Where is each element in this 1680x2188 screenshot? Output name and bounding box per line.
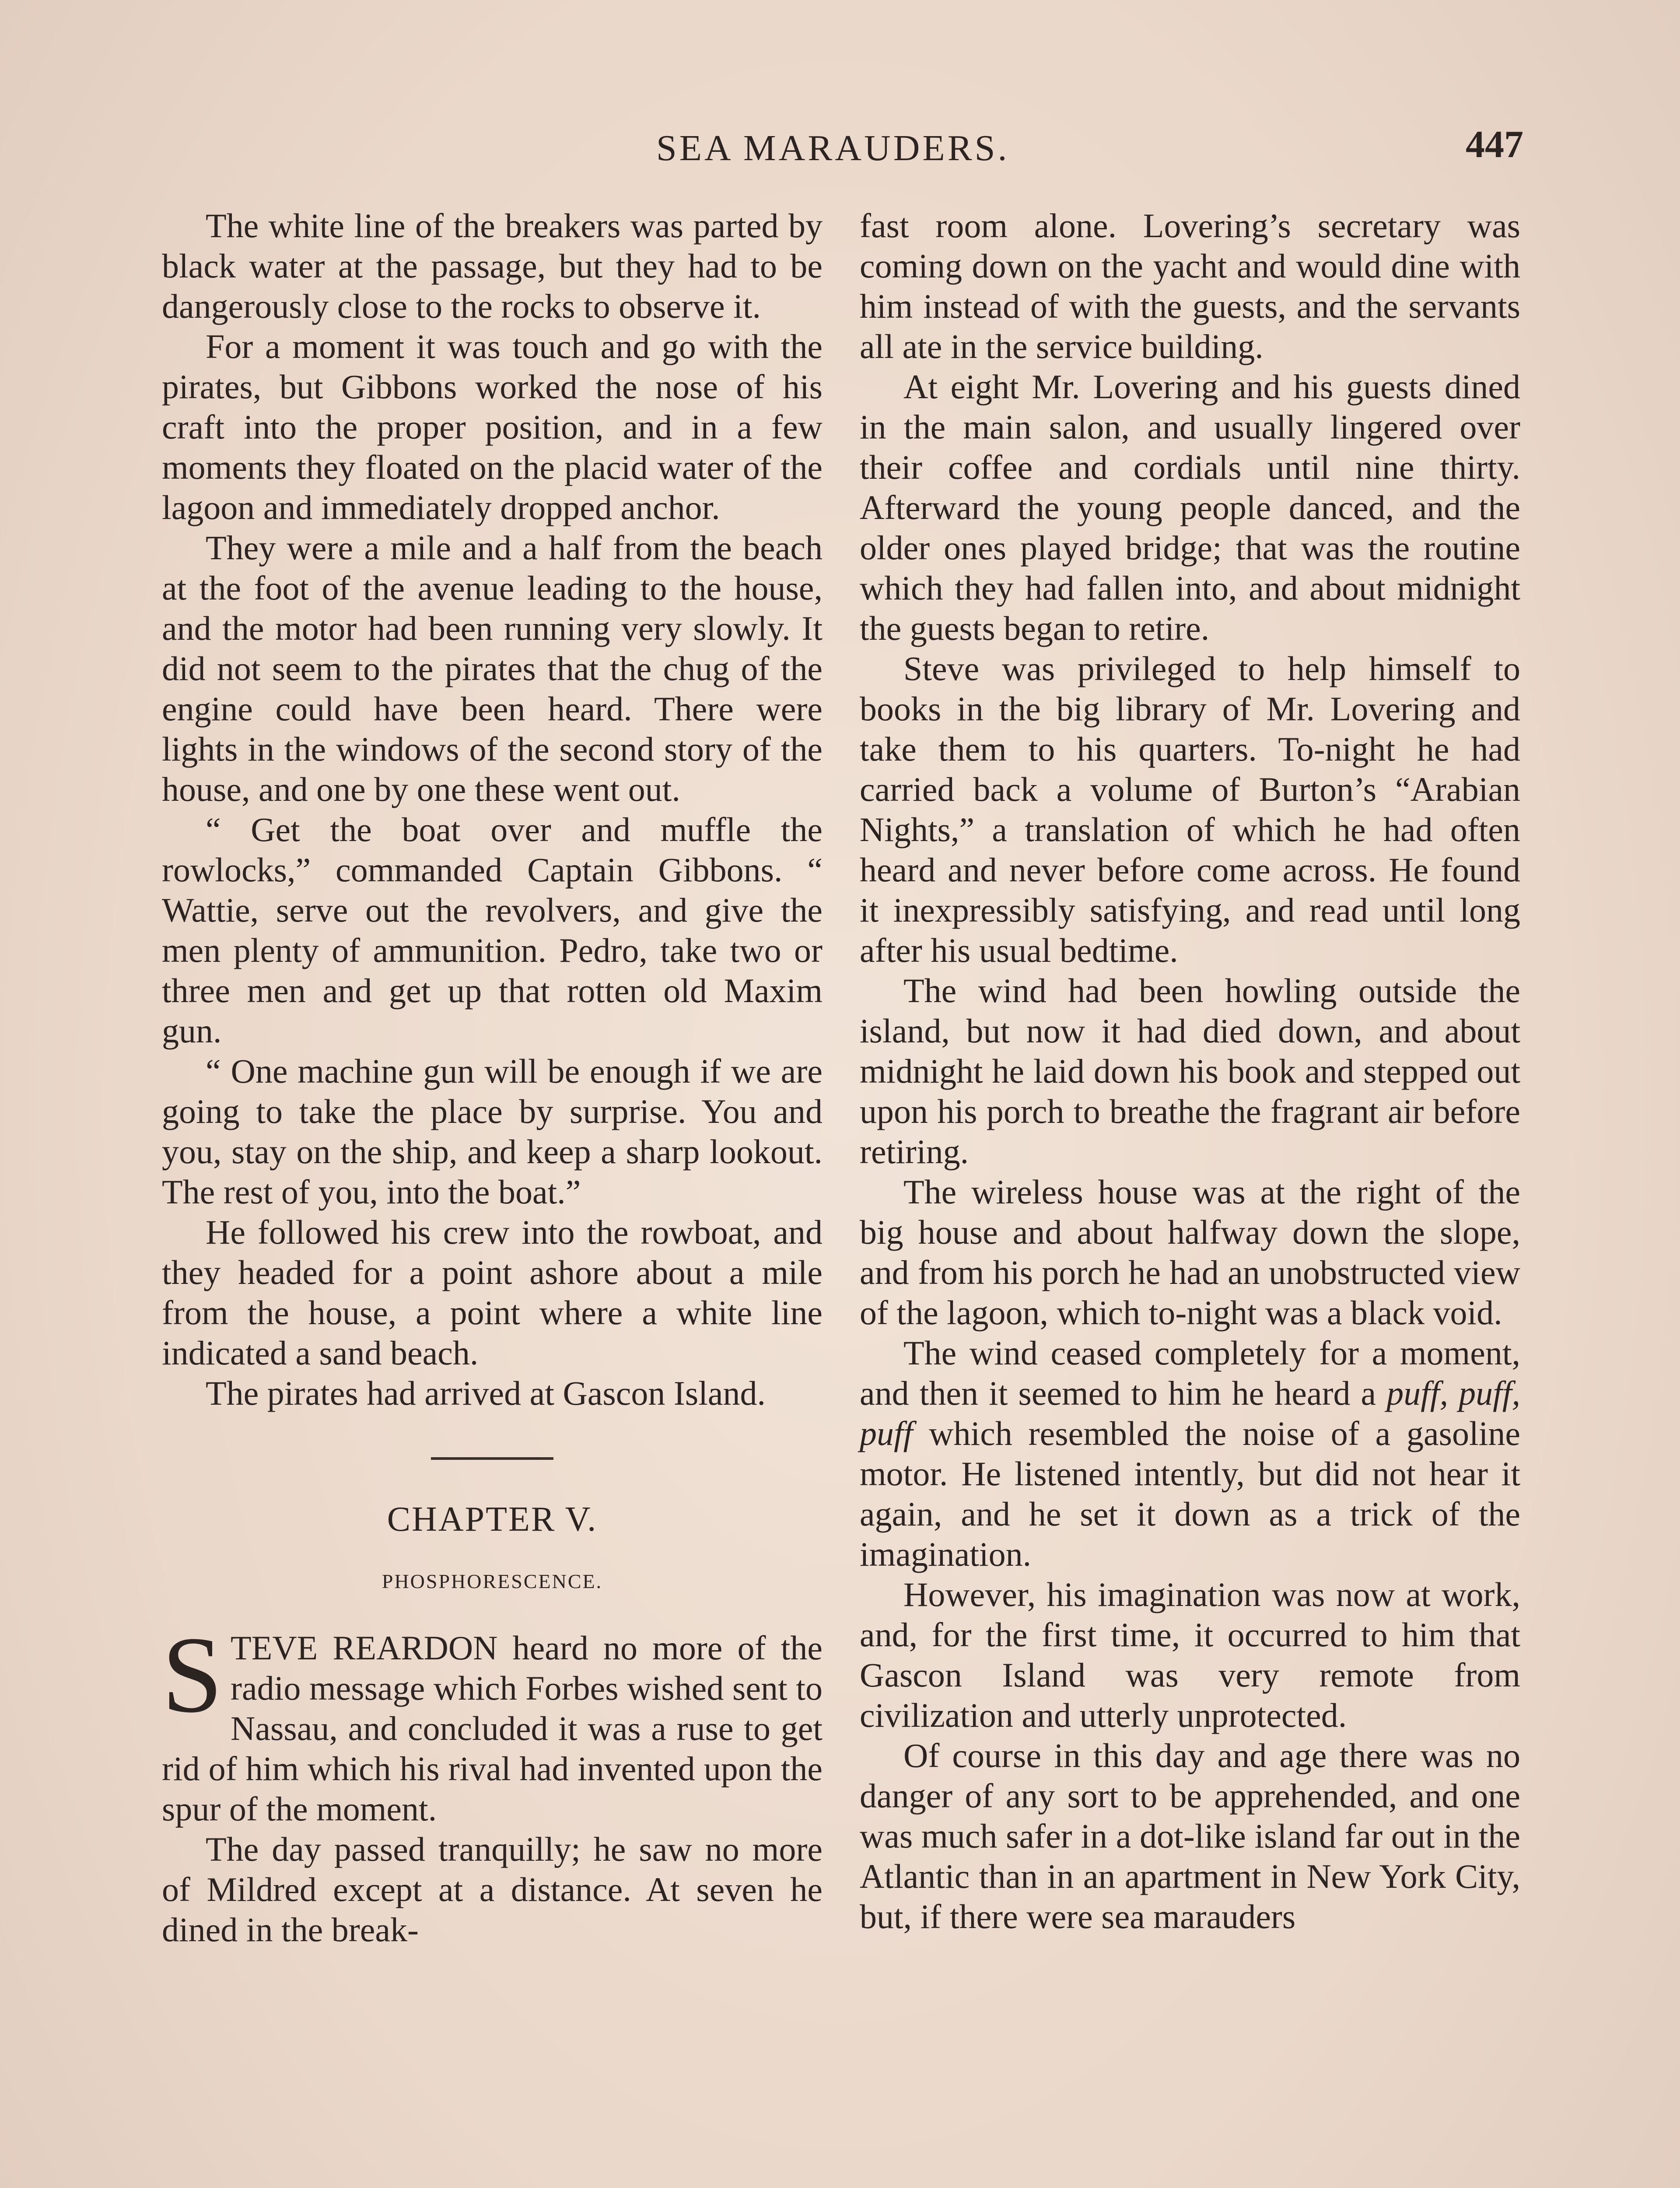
text-run: The wind ceased completely for a moment, and then it seemed to him he heard a xyxy=(860,1334,1520,1412)
page-number: 447 xyxy=(1466,123,1523,166)
text-run: which resembled the noise of a gasoline motor. He listened intently, but did not hear it again, and he set it down as a trick of the imagination. xyxy=(860,1414,1520,1573)
chapter-subtitle: PHOSPHORESCENCE. xyxy=(382,1570,603,1592)
paragraph: They were a mile and a half from the beach at the foot of the avenue leading to the house, and the motor had been running very slowly. It did not seem to the pirates that the chug of the engine could have been heard. There were lights in the windows of the second story of the house, and one by one these went out. xyxy=(162,529,822,808)
paragraph: For a moment it was touch and go with the pirates, but Gibbons worked the nose of his craft into the proper position, and in a few moments they floated on the placid water of the lagoon and immediately dropped anchor. xyxy=(162,327,822,526)
paragraph: The white line of the breakers was parted by black water at the passage, but they had to be dangerously close to the rocks to observe it. xyxy=(162,207,822,325)
paragraph: He followed his crew into the rowboat, and they headed for a point ashore about a mile from the house, a point where a white line indicated a sand beach. xyxy=(162,1213,822,1372)
paragraph xyxy=(860,1333,1520,1574)
paragraph: “ Get the boat over and muffle the rowlocks,” commanded Captain Gibbons. “ Wattie, serve out the revolvers, and give the men plenty of ammunition. Pedro, take two or three men and get up that rotten old Maxim gun. xyxy=(162,810,822,1050)
paragraph: The day passed tranquilly; he saw no more of Mildred except at a distance. At seven he dined in the break- xyxy=(162,1830,822,1949)
left-column xyxy=(162,206,822,1950)
section-divider xyxy=(431,1457,553,1460)
right-column xyxy=(860,206,1520,1937)
paragraph: However, his imagination was now at work, and, for the first time, it occurred to him that Gascon Island was very remote from civilization and utterly unprotected. xyxy=(860,1575,1520,1734)
opening-text: TEVE REARDON heard no more of the radio message which Forbes wished sent to Nassau, and concluded it was a ruse to get rid of him which his rival had invented upon the spur of the moment. xyxy=(162,1629,822,1828)
paragraph: The wind had been howling outside the island, but now it had died down, and about midnight he laid down his book and stepped out upon his porch to breathe the fragrant air before retiring. xyxy=(860,971,1520,1171)
chapter-title: CHAPTER V. xyxy=(387,1500,598,1539)
paragraph: The pirates had arrived at Gascon Island. xyxy=(206,1374,766,1412)
italic-text: puff, puff, puff xyxy=(860,1374,1521,1452)
paragraph: Steve was privileged to help himself to books in the big library of Mr. Lovering and take them to his quarters. To-night he had carried back a volume of Burton’s “Arabian Nights,” a translation of which he had often heard and never before come across. He found it inexpressibly satisfying, and read until long after his usual bedtime. xyxy=(860,649,1520,969)
continued-paragraph: fast room alone. Lovering’s secretary was coming down on the yacht and would dine with him instead of with the guests, and the servants all ate in the service building. xyxy=(860,207,1520,365)
paragraph: Of course in this day and age there was no danger of any sort to be apprehended, and one was much safer in a dot-like island far out in the Atlantic than in an apartment in New York City, but, if there were sea marauders xyxy=(860,1736,1520,1936)
drop-cap: S xyxy=(162,1614,223,1736)
running-head: SEA MARAUDERS. xyxy=(656,128,1010,168)
paragraph: At eight Mr. Lovering and his guests dined in the main salon, and usually lingered over their coffee and cordials until nine thirty. Afterward the young people danced, and the older ones played bridge; that was the routine which they had fallen into, and about midnight the guests began to retire. xyxy=(860,368,1520,647)
chapter-opening-paragraph xyxy=(162,1614,822,1829)
paragraph: The wireless house was at the right of the big house and about halfway down the slope, and from his porch he had an unobstructed view of the lagoon, which to-night was a black void. xyxy=(860,1173,1520,1332)
paragraph: “ One machine gun will be enough if we are going to take the place by surprise. You and you, stay on the ship, and keep a sharp lookout. The rest of you, into the boat.” xyxy=(162,1052,822,1211)
